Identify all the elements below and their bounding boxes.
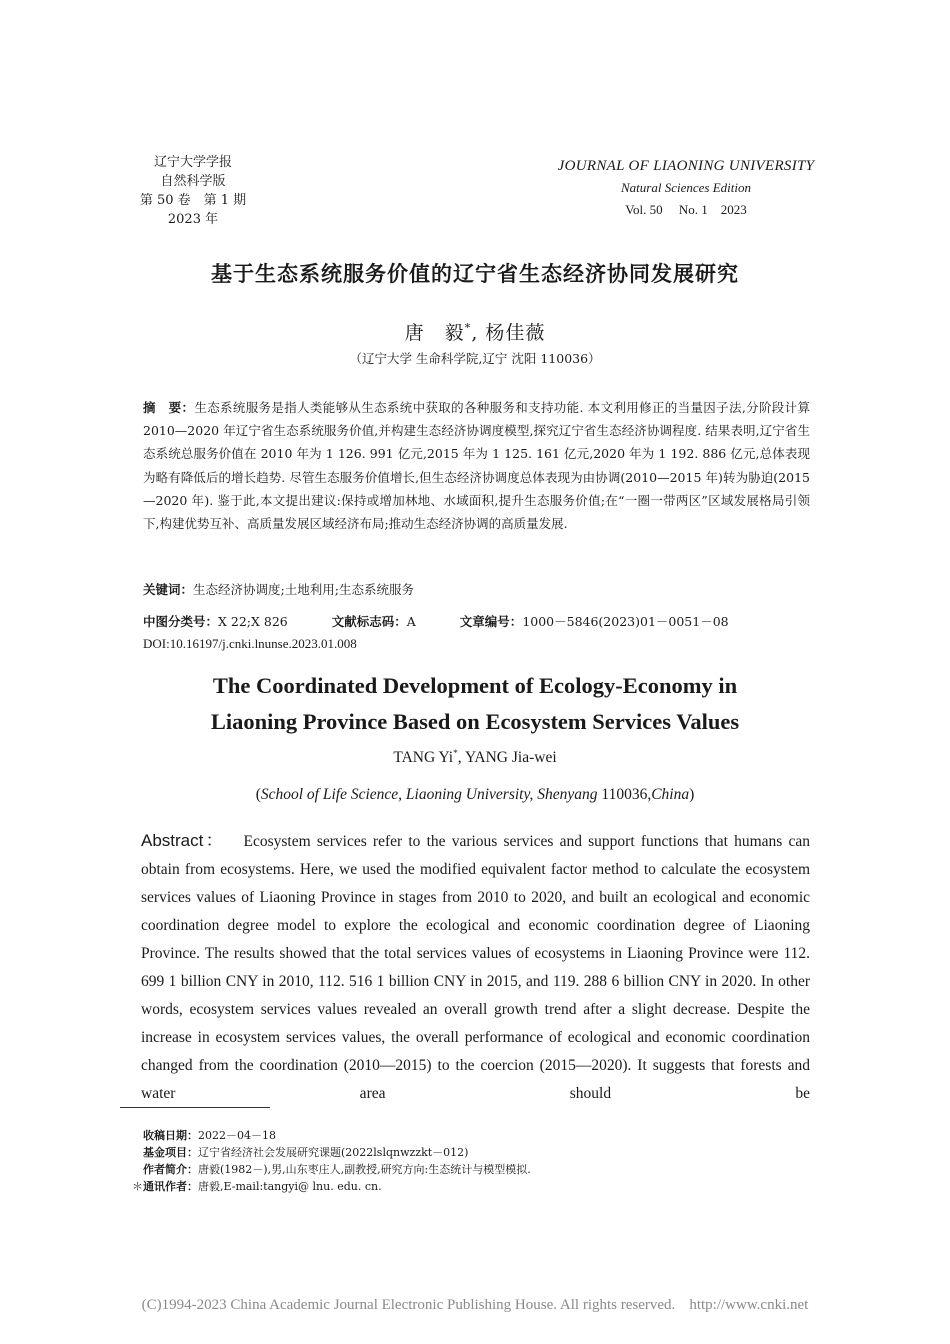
keywords-text-cn: 生态经济协调度;土地利用;生态系统服务 (193, 582, 414, 597)
author-tang-cn: 唐 毅 (404, 322, 465, 344)
corresponding-mark-en: * (453, 749, 458, 759)
footnote-received: 收稿日期：2022－04－18 (143, 1129, 276, 1142)
affiliation-en: (School of Life Science, Liaoning University, Shenyang 110036,China) (255, 786, 695, 803)
abstract-en (141, 827, 810, 1108)
cnki-url[interactable]: http://www.cnki.net (689, 1297, 809, 1313)
footnote-corresponding: ＊ 通讯作者：唐毅,E-mail:tangyi@ lnu. edu. cn. (132, 1180, 382, 1193)
journal-header-cn (118, 153, 268, 229)
abstract-label-cn: 摘 要： (143, 400, 195, 415)
footnotes (132, 1127, 843, 1195)
affiliation-school: School of Life Science, Liaoning University, Shenyang (260, 786, 598, 803)
classification-line (143, 612, 810, 630)
journal-header-en (540, 155, 832, 221)
paper-title-cn: 基于生态系统服务价值的辽宁省生态经济协同发展研究 (211, 262, 739, 286)
journal-issue-cn: 第 50 卷 第 1 期 2023 年 (139, 193, 260, 227)
clc-value: X 22;X 826 (218, 614, 288, 629)
authors-en (0, 749, 950, 767)
journal-name-cn: 辽宁大学学报 (153, 155, 232, 170)
copyright-text: (C)1994-2023 China Academic Journal Electronic Publishing House. All rights reserved. (141, 1297, 676, 1313)
paper-title-en (0, 668, 950, 740)
journal-name-en: JOURNAL OF LIAONING UNIVERSITY (557, 158, 815, 174)
author-yang-cn: , 杨佳薇 (471, 322, 546, 344)
affiliation-postcode: 110036, (601, 786, 652, 803)
abstract-cn (143, 396, 810, 535)
doi: DOI:10.16197/j.cnki.lnunse.2023.01.008 (143, 636, 357, 651)
journal-issue-en: Vol. 50 No. 1 2023 (625, 202, 747, 217)
abstract-text-cn: 生态系统服务是指人类能够从生态系统中获取的各种服务和支持功能. 本文利用修正的当量因子法,分阶段计算 2010—2020 年辽宁省生态系统服务价值,并构建生态经济协调度模型,探究辽宁省生态经济协调程度. 结果表明,辽宁省生态系统总服务价值在 2010 年为 1 126. 991 亿元,2015 年为 1 125. 161 亿元,2020 年为 1 192. 886 亿元,总体表现为略有降低后的增长趋势. 尽管生态服务价值增长,但生态经济协调度总体表现为由协调(2010—2015 年)转为胁迫(2015—2020 年). 鉴于此,本文提出建议:保持或增加林地、水域面积,提升生态服务价值;在“一圈一带两区”区域发展格局引领下,构建优势互补、高质量发展区域经济布局;推动生态经济协调的高质量发展. (143, 400, 810, 532)
abstract-label-en: Abstract： (141, 831, 225, 850)
corresponding-mark: * (464, 320, 472, 335)
affiliation-country: China (651, 786, 690, 803)
author-yang-en: , YANG Jia-wei (457, 749, 557, 767)
abstract-text-en: Ecosystem services refer to the various services and support functions that humans can obtain from ecosystems. Here, we used the modified equivalent factor method to calculate the ecosystem services values of Liaoning Province in stages from 2010 to 2020, and built an ecological and economic coordination degree model to explore the ecological and economic coordination degree of Liaoning Province. The results showed that the total services values of ecosystems in Liaoning Province were 112. 699 1 billion CNY in 2010, 112. 516 1 billion CNY in 2015, and 119. 288 6 billion CNY in 2020. In other words, ecosystem services values revealed an overall growth trend after a slight decrease. Despite the increase in ecosystem services values, the overall performance of ecological and economic coordination changed from the coordination (2010—2015) to the coercion (2015—2020). It suggests that forests and water area should be (141, 833, 811, 1102)
journal-edition-en: Natural Sciences Edition (621, 180, 751, 195)
footnote-divider (120, 1107, 270, 1108)
title-line-2: Liaoning Province Based on Ecosystem Services Values (210, 709, 740, 734)
title-line-1: The Coordinated Development of Ecology-Economy in (212, 673, 738, 698)
journal-edition-cn: 自然科学版 (160, 174, 226, 189)
authors-cn (0, 318, 950, 345)
keywords-cn (143, 580, 810, 598)
copyright-line (0, 1297, 950, 1314)
affiliation-cn: （辽宁大学 生命科学院,辽宁 沈阳 110036） (349, 351, 601, 366)
article-no-label: 文章编号： (459, 614, 523, 629)
author-tang-en: TANG Yi (393, 749, 454, 767)
clc-label: 中图分类号： (143, 614, 219, 629)
article-no-value: 1000－5846(2023)01－0051－08 (522, 614, 729, 629)
doc-code-label: 文献标志码： (331, 614, 407, 629)
footnote-fund: 基金项目：辽宁省经济社会发展研究课题(2022lslqnwzzkt－012) (143, 1146, 469, 1159)
doc-code-value: A (406, 614, 416, 629)
footnote-bio: 作者简介：唐毅(1982－),男,山东枣庄人,副教授,研究方向:生态统计与模型模拟. (143, 1163, 531, 1176)
keywords-label-cn: 关键词： (143, 582, 194, 597)
